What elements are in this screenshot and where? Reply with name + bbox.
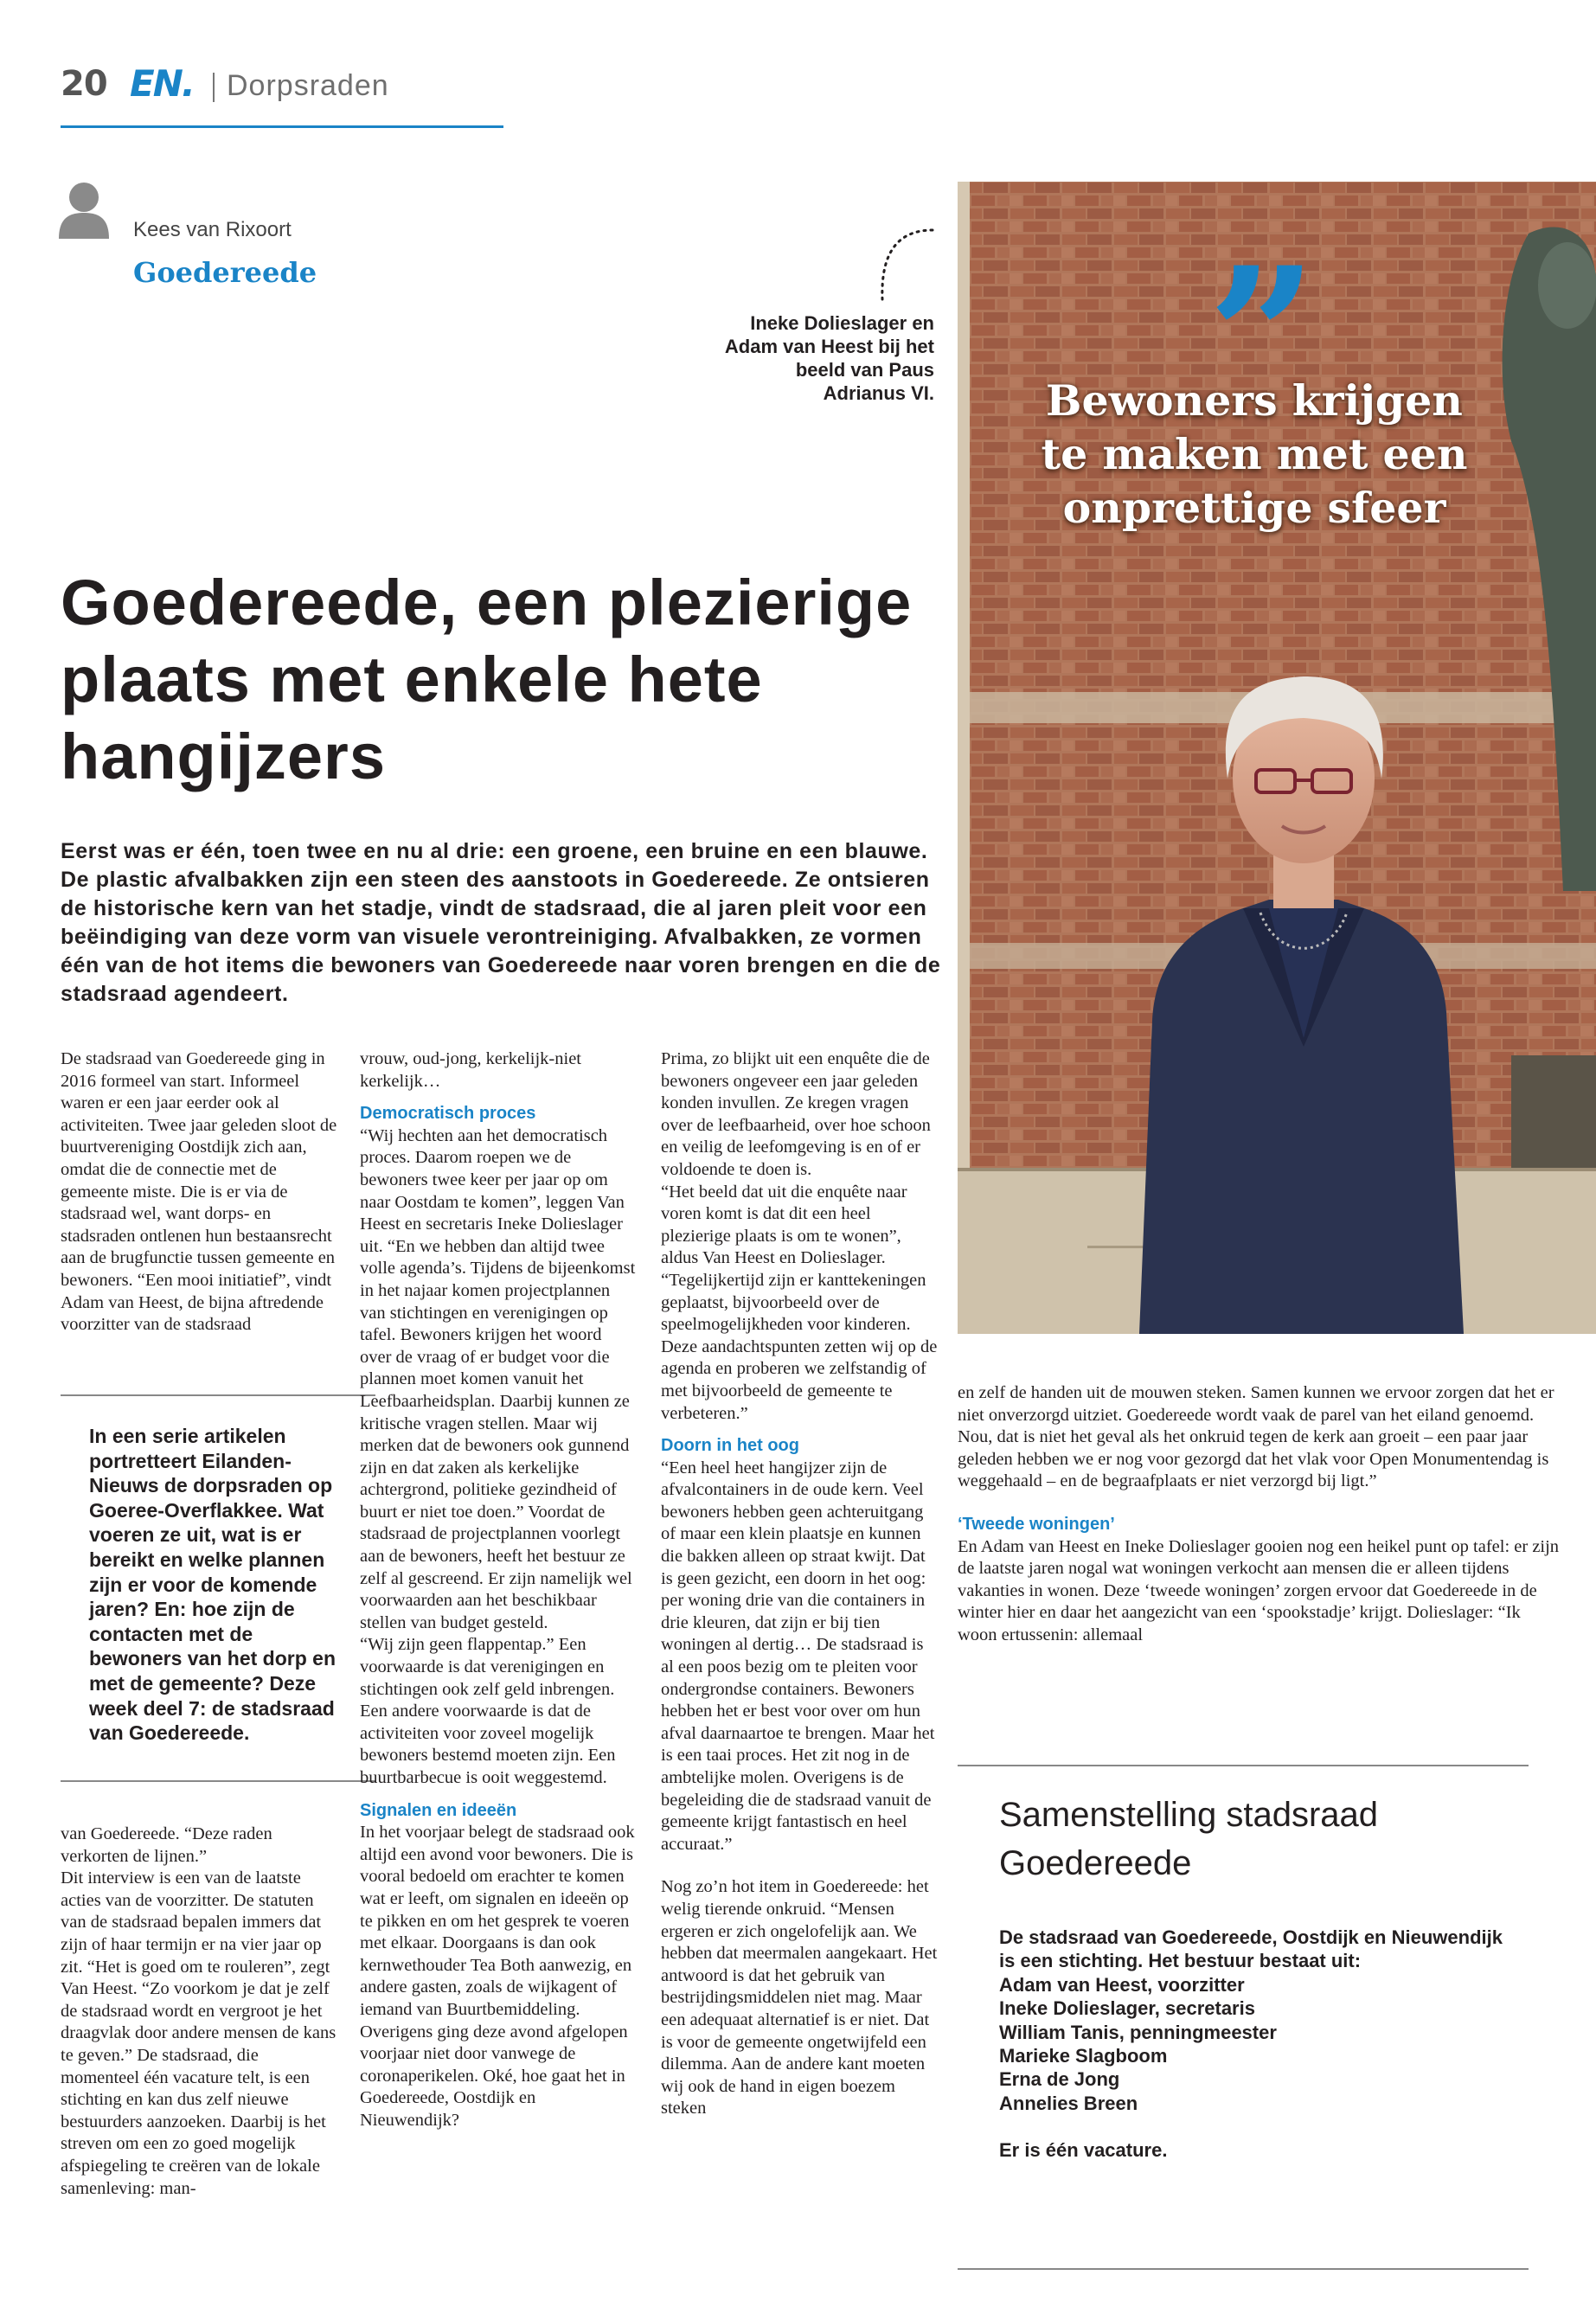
section-title: Dorpsraden <box>227 69 389 102</box>
member-item: Marieke Slagboom <box>999 2045 1168 2067</box>
page-number: 20 <box>61 64 107 104</box>
publication-logo: EN. <box>130 62 194 105</box>
body-column-2 <box>360 1048 637 2132</box>
body-column-4 <box>958 1382 1563 1647</box>
body-column-1: De stadsraad van Goedereede ging in 2016 formeel van start. Informeel waren er een jaar eerder ook al activiteiten. Twee jaar geleden sloot de buurtvereniging Oostdijk zich aan, omdat die de connectie met de gemeente miste. Die is er via de stadsraad wel, want dorps- en stadsraden ontlenen hun bestaansrecht aan de brugfunctie tussen gemeente en bewoners. “Een mooi initiatief”, vindt Adam van Heest, de bijna aftredende voorzitter van de stadsraad <box>61 1049 337 1335</box>
paragraph: “Wij hechten aan het democratisch proces. Daarom roepen we de bewoners twee keer per jaar op om naar Oostdam te komen”, leggen Van Heest en secretaris Ineke Dolieslager uit. “En we hebben dan altijd twee volle agenda’s. Tijdens de bijeenkomst in het najaar komen projectplannen van stichtingen en verenigingen op tafel. Bewoners krijgen het woord over de vraag of er budget voor die plannen moet komen vanuit het Leefbaarheidsplan. Daarbij kunnen ze kritische vragen stellen. Maar wij merken dat de bewoners ook gunnend zijn en dat zaken als kerkelijke achtergrond, politieke gezindheid of buurt er niet toe doen.” Voordat de stadsraad de projectplannen voorlegt aan de bewoners, heeft het bestuur ze zelf al gescreend. Er zijn namelijk wel voorwaarden aan het beschikbaar stellen van budget gesteld. “Wij zijn geen flappentap.” Een voorwaarde is dat verenigingen en stichtingen ook zelf geld inbrengen. Een andere voorwaarde is dat de activiteiten voor zoveel mogelijk bewoners bestemd moeten zijn. Een buurtbarbecue is ooit weggestemd. <box>360 1125 636 1787</box>
body-column-1-continued: van Goedereede. “Deze raden verkorten de lijnen.” Dit interview is een van de laatste acties van de voorzitter. De statuten van de stadsraad bepalen immers dat zijn of haar termijn er na vier jaar op zit. “Het is goed om te rouleren”, zegt Van Heest. “Zo voorkom je dat je zelf de stadsraad wordt en vergroot je het draagvlak door andere mensen de kans te geven.” De stadsraad, die momenteel één vacature telt, is een stichting en kan dus zelf nieuwe bestuurders aanzoeken. Daarbij is het streven om een zo goed mogelijk afspiegeling te creëren van de lokale samenleving: man- <box>61 1824 337 2198</box>
author-avatar-icon <box>59 180 109 239</box>
caption-pointer-icon <box>872 227 941 304</box>
member-item: William Tanis, penningmeester <box>999 2021 1277 2043</box>
member-item: Erna de Jong <box>999 2068 1120 2091</box>
paragraph: En Adam van Heest en Ineke Dolieslager gooien nog een heikel punt op tafel: er zijn de laatste jaren nogal wat woningen verkocht aan mensen die er alleen tijdens vakanties in wonen. Deze ‘tweede woningen’ zorgen ervoor dat Goedereede in de winter hier en daar het aangezicht van een ‘spookstadje’ krijgt. Dolieslager: “Ik woon ertussenin: allemaal <box>958 1536 1560 1644</box>
subheading: Signalen en ideeën <box>360 1800 517 1820</box>
paragraph: “Een heel heet hangijzer zijn de afvalcontainers in de oude kern. Veel bewoners hebben geen achteruitgang of maar een klein plaatsje en kunnen die bakken alleen op straat kwijt. Dat is geen gezicht, een doorn in het oog: per woning drie van die containers in drie kleuren, dat zijn er bij tien woningen al dertig… De stadsraad is al een poos bezig om te pleiten voor ondergrondse containers. Bewoners hebben het er best voor over om hun afval daarnaartoe te brengen. Maar het is een taai proces. Het zit nog in de ambtelijke molen. Overigens is de begeleiding die de stadsraad vanuit de gemeente krijgt fantastisch en heel accuraat.” <box>661 1458 935 1854</box>
quote-mark-icon: ” <box>1208 225 1317 449</box>
header-rule <box>61 125 503 128</box>
sidebar-rule-bottom <box>958 2268 1529 2270</box>
paragraph: In het voorjaar belegt de stadsraad ook altijd een avond voor bewoners. Die is vooral bedoeld om erachter te komen wat er leeft, om signalen en ideeën op te pikken en om het gesprek te voeren met elkaar. Doorgaans is dan ook kernwethouder Tea Both aanwezig, en andere gasten, zoals de wijkagent of iemand van Buurtbemiddeling. Overigens ging deze avond afgelopen voorjaar niet door vanwege de coronaperikelen. Oké, hoe gaat het in Goedereede, Oostdijk en Nieuwendijk? <box>360 1823 635 2130</box>
subheading: Doorn in het oog <box>661 1436 799 1456</box>
member-item: Adam van Heest, voorzitter <box>999 1973 1245 1996</box>
paragraph: vrouw, oud-jong, kerkelijk-niet kerkelijk… <box>360 1049 581 1091</box>
paragraph: Nog zo’n hot item in Goedereede: het welig tierende onkruid. “Mensen ergeren er zich ongelofelijk aan. We hebben dat meermalen aangekaart. Het antwoord is dat het gebruik van bestrijdingsmiddelen niet mag. Maar een adequaat alternatief is er niet. Dat is voor de gemeente ongetwijfeld een dilemma. Aan de andere kant moeten wij ook de hand in eigen boezem steken <box>661 1877 938 2118</box>
body-column-3 <box>661 1048 938 2120</box>
subheading: Democratisch proces <box>360 1104 536 1124</box>
subheading: ‘Tweede woningen’ <box>958 1514 1115 1534</box>
author-name: Kees van Rixoort <box>133 218 292 241</box>
sidebar-rule-top <box>958 1765 1529 1766</box>
info-box-rule-bottom <box>61 1780 375 1782</box>
dateline-place: Goedereede <box>133 256 317 289</box>
sidebar-intro: De stadsraad van Goedereede, Oostdijk en Nieuwendijk is een stichting. Het bestuur bestaat uit: <box>999 1926 1503 1972</box>
sidebar-body <box>999 1926 1518 2163</box>
pull-quote: Bewoners krijgen te maken met een onprettige sfeer <box>1041 375 1468 533</box>
paragraph: Prima, zo blijkt uit een enquête die de bewoners ongeveer een jaar geleden konden invullen. Ze kregen vragen over de leefbaarheid, over hoe schoon en veilig de leefomgeving is en of er voldoende te doen is. “Het beeld dat uit die enquête naar voren komt is dat dit een heel plezierige plaats is om te wonen”, aldus Van Heest en Dolieslager. “Tegelijkertijd zijn er kanttekeningen geplaatst, bijvoorbeeld over de speelmogelijkheden voor kinderen. Deze aandachtspunten zetten wij op de agenda en proberen we zelfstandig of met bijvoorbeeld de gemeente te verbeteren.” <box>661 1049 938 1423</box>
series-info-box: In een serie artikelen portretteert Eilanden-Nieuws de dorpsraden op Goeree-Overflakkee. Wat voeren ze uit, wat is er bereikt en welke plannen zijn er voor de komende jaren? En: hoe zijn de contacten met de bewoners van het dorp en met de gemeente? Deze week deel 7: de stadsraad van Goedereede. <box>89 1425 336 1745</box>
paragraph: en zelf de handen uit de mouwen steken. Samen kunnen we ervoor zorgen dat het er niet onverzorgd uitziet. Goedereede wordt vaak de parel van het eiland genoemd. Nou, dat is niet het geval als het onkruid tegen de kerk aan groeit – een paar jaar geleden hebben we er nog voor gezorgd dat het vlak voor Open Monumentendag is weggehaald – en de begraafplaats er niet verzorgd bij ligt.” <box>958 1383 1554 1491</box>
sidebar-footer: Er is één vacature. <box>999 2139 1168 2162</box>
photo-caption: Ineke Dolieslager en Adam van Heest bij het beeld van Paus Adrianus VI. <box>724 312 934 404</box>
member-item: Annelies Breen <box>999 2092 1138 2114</box>
article-headline: Goedereede, een plezierige plaats met enkele hete hangijzers <box>61 567 913 792</box>
header-separator <box>213 73 215 102</box>
article-lead: Eerst was er één, toen twee en nu al drie: een groene, een bruine en een blauwe. De plastic afvalbakken zijn een steen des aanstoots in Goedereede. Ze ontsieren de historische kern van het stadje, vindt de stadsraad, die al jaren pleit voor een beëindiging van deze vorm van visuele verontreiniging. Afvalbakken, ze vormen één van de hot items die bewoners van Goedereede naar voren brengen en die de stadsraad agendeert. <box>61 839 941 1006</box>
sidebar-title: Samenstelling stadsraad Goedereede <box>999 1796 1379 1882</box>
member-item: Ineke Dolieslager, secretaris <box>999 1997 1255 2020</box>
info-box-rule-top <box>61 1394 375 1396</box>
